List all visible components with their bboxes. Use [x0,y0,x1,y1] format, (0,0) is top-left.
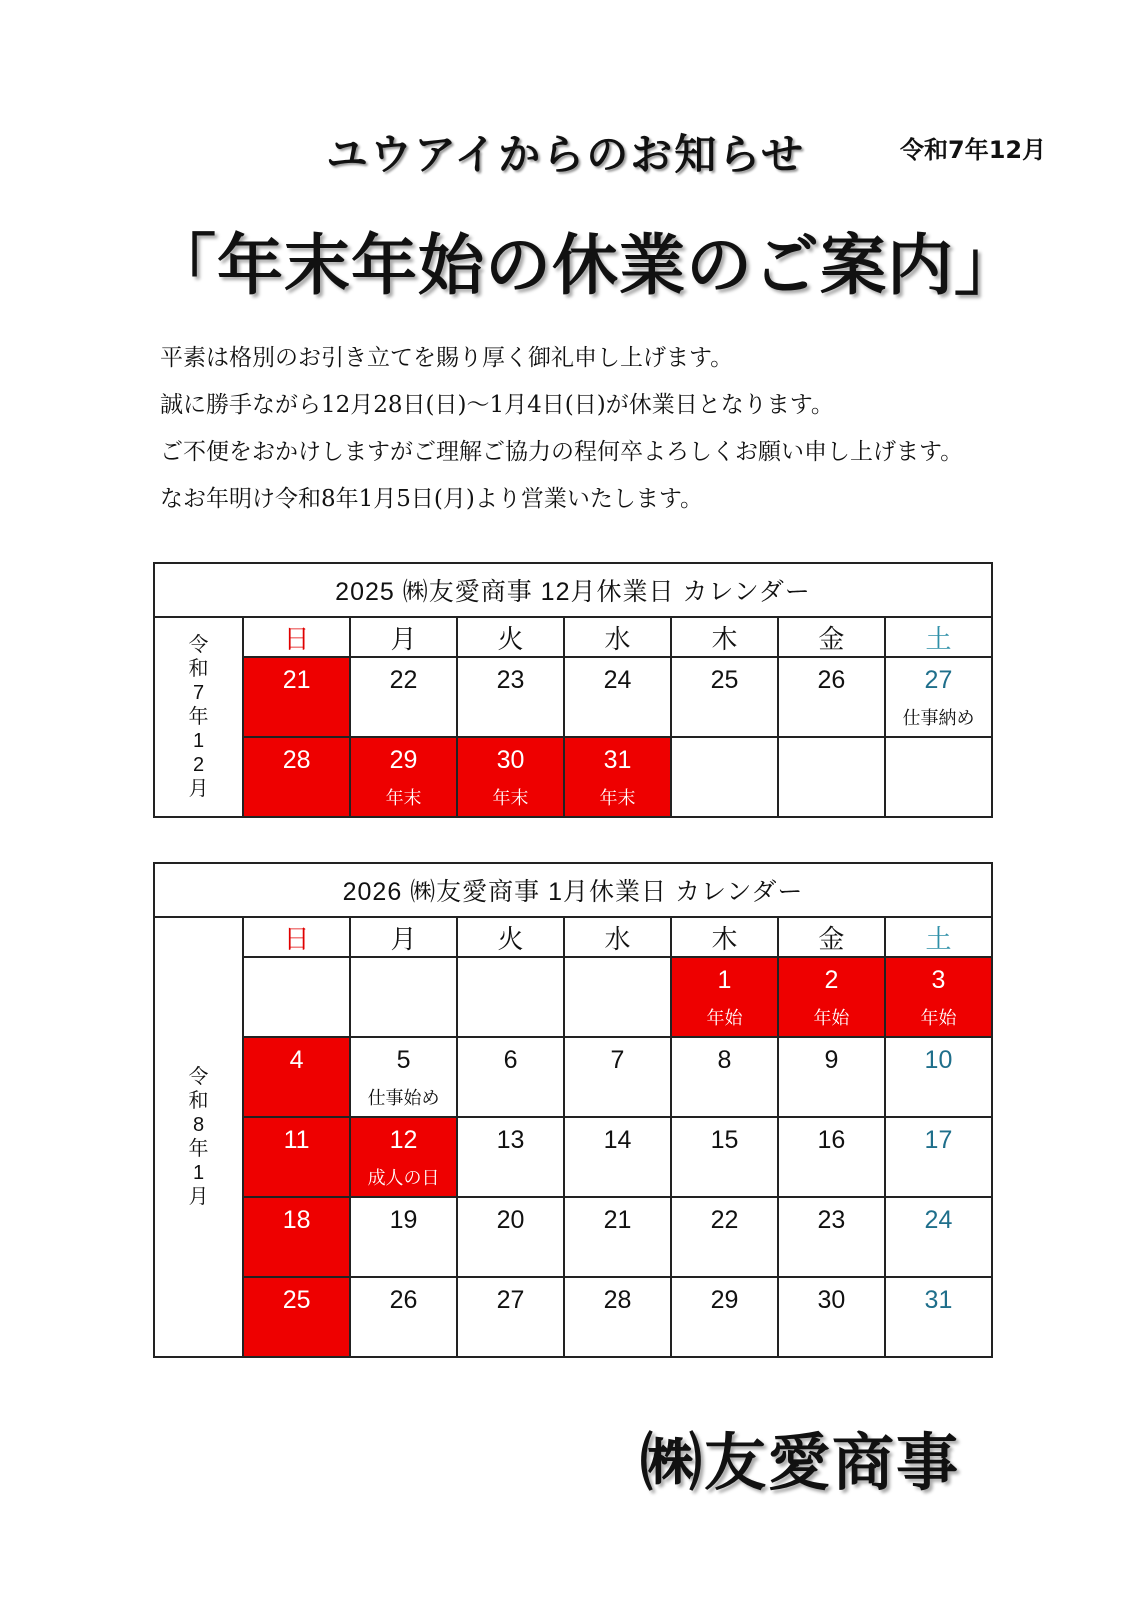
day-number: 2 [824,966,839,994]
holiday-cell [243,1277,350,1357]
day-number: 30 [496,746,525,774]
day-number [886,746,991,776]
day-number: 1 [717,966,732,994]
weekday-header: 火 [457,617,564,657]
day-cell [671,1117,778,1197]
message-body [160,335,963,523]
day-cell [778,1117,885,1197]
week-row [154,1277,992,1357]
day-cell [671,737,778,817]
day-number: 22 [710,1206,739,1234]
era-char: 令 [188,634,209,656]
day-number: 17 [924,1126,953,1154]
day-number: 19 [389,1206,418,1234]
week-row [154,657,992,737]
holiday-cell [671,957,778,1037]
day-number: 21 [282,666,311,694]
era-char: 7 [192,682,205,704]
day-cell [671,1197,778,1277]
day-cell [778,1197,885,1277]
weekday-header: 木 [671,617,778,657]
day-cell [457,1037,564,1117]
day-cell [778,1277,885,1357]
week-row [154,737,992,817]
day-note: 年始 [920,1008,957,1028]
day-number: 10 [924,1046,953,1074]
day-note: 年末 [385,788,422,808]
weekday-header: 水 [564,917,671,957]
day-number: 25 [710,666,739,694]
weekday-header: 木 [671,917,778,957]
era-label [154,617,243,817]
day-cell [885,1117,992,1197]
page-title: 「年末年始の休業のご案内」 [150,227,1021,304]
day-number: 23 [496,666,525,694]
day-number [672,746,777,776]
era-char: 1 [192,1162,205,1184]
day-cell [671,1037,778,1117]
era-char: 令 [188,1066,209,1088]
day-cell [457,1277,564,1357]
day-cell [564,1277,671,1357]
day-number: 8 [717,1046,732,1074]
era-char: 和 [188,1090,209,1112]
day-cell [564,1197,671,1277]
message-line: ご不便をおかけしますがご理解ご協力の程何卒よろしくお願い申し上げます。 [160,439,964,465]
holiday-cell [243,737,350,817]
calendar-title-row [154,563,992,617]
day-number: 29 [710,1286,739,1314]
day-number: 31 [924,1286,953,1314]
day-number: 14 [603,1126,632,1154]
holiday-cell [885,957,992,1037]
day-cell [564,1037,671,1117]
day-number: 4 [289,1046,304,1074]
notice-date: 令和7年12月 [900,136,1047,164]
calendar-title: 2025 ㈱友愛商事 12月休業日 カレンダー [154,563,992,617]
day-number: 13 [496,1126,525,1154]
calendar-title: 2026 ㈱友愛商事 1月休業日 カレンダー [154,863,992,917]
day-number [779,746,884,776]
day-number: 3 [931,966,946,994]
day-cell [885,1277,992,1357]
day-number: 22 [389,666,418,694]
day-number: 27 [924,666,953,694]
weekday-row [154,917,992,957]
day-cell [457,957,564,1037]
day-number: 15 [710,1126,739,1154]
day-cell [885,657,992,737]
era-char: 年 [188,706,209,728]
era-char: 月 [188,1186,209,1208]
day-number: 26 [817,666,846,694]
weekday-header: 日 [243,617,350,657]
era-label [154,917,243,1357]
day-number [244,966,349,996]
holiday-cell [243,1037,350,1117]
holiday-cell [564,737,671,817]
day-number: 11 [283,1126,310,1154]
day-cell [885,1197,992,1277]
day-number: 20 [496,1206,525,1234]
message-line: なお年明け令和8年1月5日(月)より営業いたします。 [160,486,704,512]
day-number [458,966,563,996]
day-number: 6 [503,1046,518,1074]
weekday-header: 火 [457,917,564,957]
day-number: 7 [610,1046,625,1074]
week-row [154,1037,992,1117]
weekday-header: 日 [243,917,350,957]
day-number: 18 [282,1206,311,1234]
era-char: 1 [192,730,205,752]
day-note: 仕事納め [902,708,975,728]
holiday-cell [350,1117,457,1197]
weekday-header: 月 [350,617,457,657]
day-number: 16 [817,1126,846,1154]
day-cell [564,957,671,1037]
day-cell [671,657,778,737]
weekday-header: 月 [350,917,457,957]
era-char: 和 [188,658,209,680]
holiday-cell [243,1197,350,1277]
day-number: 24 [603,666,632,694]
day-cell [243,957,350,1037]
day-cell [350,1197,457,1277]
calendar-title-row [154,863,992,917]
day-cell [778,657,885,737]
january-calendar [153,862,993,1358]
day-note: 仕事始め [367,1088,440,1108]
day-cell [457,1197,564,1277]
day-cell [350,1037,457,1117]
day-number [351,966,456,996]
day-number: 28 [603,1286,632,1314]
day-number [565,966,670,996]
day-note: 年末 [599,788,636,808]
day-cell [350,957,457,1037]
weekday-row [154,617,992,657]
day-number: 12 [389,1126,418,1154]
day-number: 26 [389,1286,418,1314]
era-char: 2 [192,754,205,776]
day-cell [671,1277,778,1357]
day-cell [885,1037,992,1117]
weekday-header: 金 [778,917,885,957]
day-cell [778,1037,885,1117]
day-number: 31 [603,746,632,774]
day-cell [350,657,457,737]
week-row [154,1197,992,1277]
day-number: 29 [389,746,418,774]
notice-heading: ユウアイからのお知らせ [326,130,805,179]
day-note: 年始 [813,1008,850,1028]
day-cell [350,1277,457,1357]
holiday-cell [350,737,457,817]
weekday-header: 水 [564,617,671,657]
day-number: 28 [282,746,311,774]
day-number: 5 [396,1046,411,1074]
day-number: 30 [817,1286,846,1314]
day-cell [457,657,564,737]
holiday-cell [457,737,564,817]
december-calendar [153,562,993,818]
day-cell [778,737,885,817]
day-note: 成人の日 [367,1168,440,1188]
message-line: 平素は格別のお引き立てを賜り厚く御礼申し上げます。 [160,345,734,371]
weekday-header: 金 [778,617,885,657]
era-char: 年 [188,1138,209,1160]
holiday-cell [778,957,885,1037]
holiday-cell [243,657,350,737]
company-name: ㈱友愛商事 [640,1426,961,1499]
era-char: 月 [188,778,209,800]
weekday-header: 土 [885,617,992,657]
day-note: 年始 [706,1008,743,1028]
day-number: 21 [603,1206,632,1234]
day-cell [885,737,992,817]
day-number: 9 [824,1046,839,1074]
day-cell [564,1117,671,1197]
holiday-cell [243,1117,350,1197]
era-char: 8 [192,1114,205,1136]
day-note: 年末 [492,788,529,808]
day-number: 24 [924,1206,953,1234]
day-number: 27 [496,1286,525,1314]
day-cell [457,1117,564,1197]
day-number: 23 [817,1206,846,1234]
day-cell [564,657,671,737]
week-row [154,957,992,1037]
message-line: 誠に勝手ながら12月28日(日)〜1月4日(日)が休業日となります。 [160,392,834,418]
day-number: 25 [282,1286,311,1314]
week-row [154,1117,992,1197]
weekday-header: 土 [885,917,992,957]
